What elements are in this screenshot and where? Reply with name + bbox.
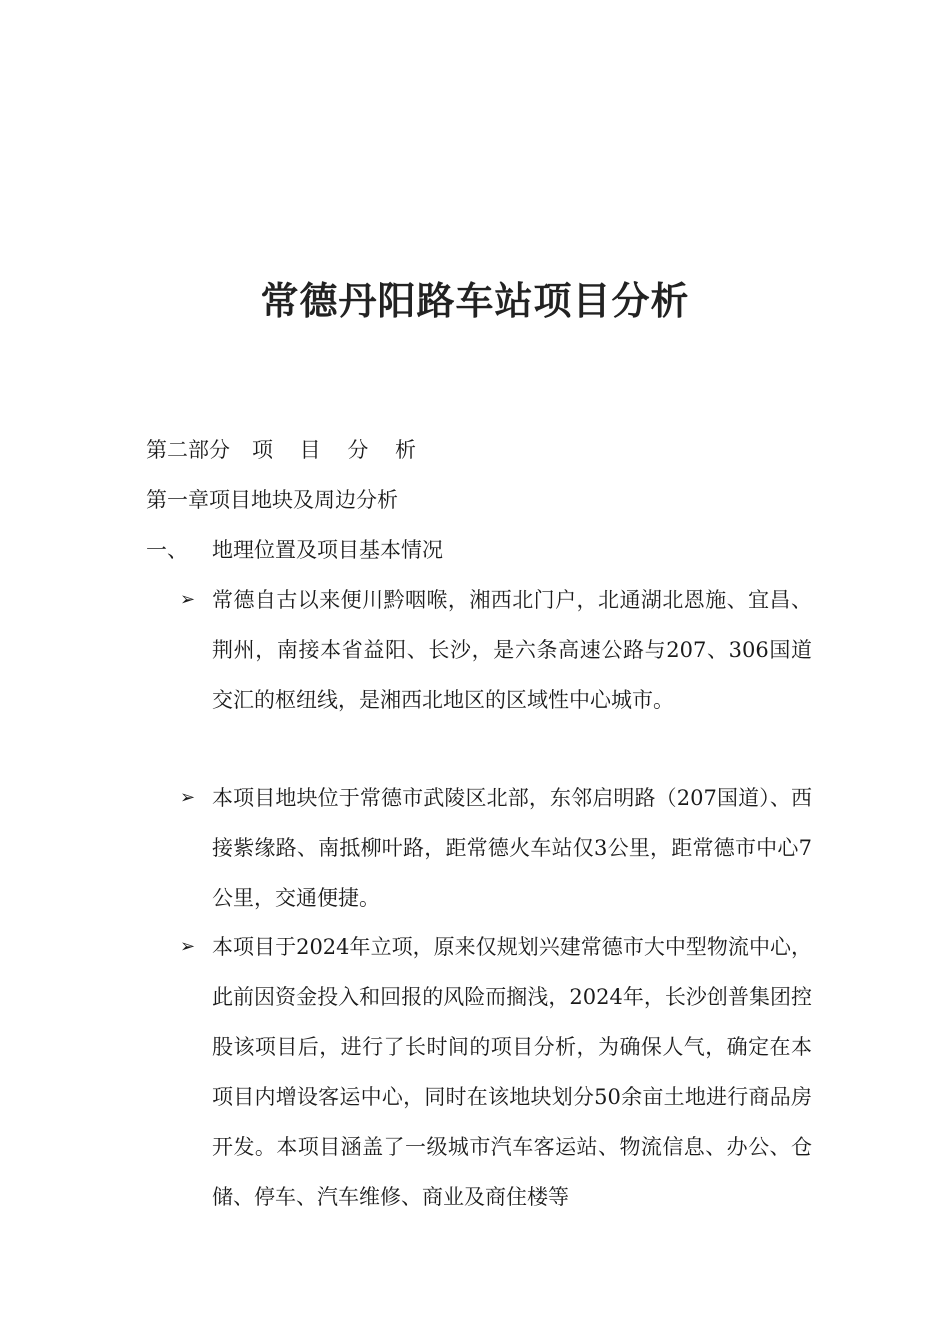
section-number: 一、: [146, 538, 188, 562]
arrow-bullet-icon: ➢: [180, 936, 196, 957]
part-heading-prefix: 第二部分: [146, 438, 230, 462]
part-heading: [146, 435, 426, 465]
part-heading-text: 项 目 分 析: [252, 438, 427, 462]
arrow-bullet-icon: ➢: [180, 787, 196, 808]
arrow-bullet-icon: ➢: [180, 589, 196, 610]
section-title: 地理位置及项目基本情况: [212, 538, 443, 562]
bullet-item: [180, 922, 820, 1222]
document-title: 常德丹阳路车站项目分析: [260, 278, 690, 323]
bullet-paragraph: 本项目地块位于常德市武陵区北部，东邻启明路（207国道）、西接紫缘路、南抵柳叶路，距常德火车站仅3公里，距常德市中心7公里，交通便捷。: [212, 786, 812, 910]
bullet-item: [180, 773, 820, 923]
bullet-paragraph: 本项目于2024年立项，原来仅规划兴建常德市大中型物流中心，此前因资金投入和回报的风险而搁浅，2024年，长沙创普集团控股该项目后，进行了长时间的项目分析，为确保人气，确定在本项目内增设客运中心，同时在该地块划分50余亩土地进行商品房开发。本项目涵盖了一级城市汽车客运站、物流信息、办公、仓储、停车、汽车维修、商业及商住楼等: [212, 935, 812, 1209]
chapter-heading: 第一章项目地块及周边分析: [146, 488, 398, 512]
bullet-paragraph: 常德自古以来便川黔咽喉，湘西北门户，北通湖北恩施、宜昌、荆州，南接本省益阳、长沙，是六条高速公路与207、306国道交汇的枢纽线，是湘西北地区的区域性中心城市。: [212, 588, 812, 712]
section-heading: [146, 535, 443, 565]
bullet-item: [180, 575, 820, 725]
